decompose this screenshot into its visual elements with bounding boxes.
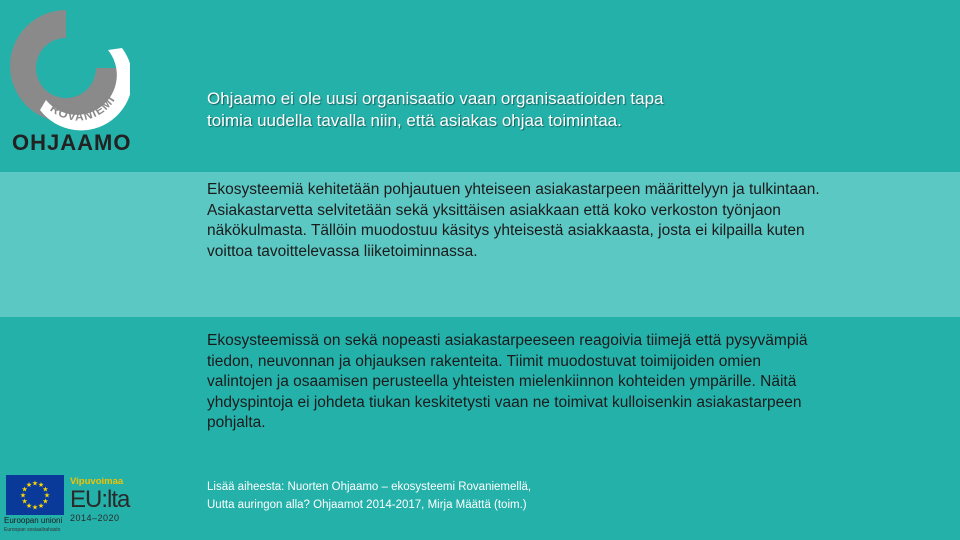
eu-star-icon: ★ — [25, 501, 33, 510]
eu-star-icon: ★ — [19, 491, 27, 500]
eu-label: Euroopan unioni — [4, 516, 63, 525]
eu-sublabel: Euroopan sosiaalirahasto — [4, 527, 61, 533]
vipuvoimaa-title: Vipuvoimaa — [70, 476, 124, 487]
eu-star-icon: ★ — [25, 481, 33, 490]
top-band — [0, 0, 960, 172]
eu-star-icon: ★ — [31, 503, 39, 512]
eu-star-icon: ★ — [21, 497, 28, 506]
eu-star-icon: ★ — [37, 501, 45, 510]
eu-star-icon: ★ — [43, 491, 51, 500]
footer-line-1: Lisää aiheesta: Nuorten Ohjaamo – ekosysteemi Rovaniemellä, — [207, 481, 532, 493]
paragraph-ecosystem-development: Ekosysteemiä kehitetään pohjautuen yhteiseen asiakastarpeen määrittelyyn ja tulkintaan. Asiakastarvetta selvitetään sekä yksittäisen asiakkaan että koko verkoston työnjaon näkökulmasta. Tällöin muodostuu käsitys yhteisestä asiakkaasta, josta ei kilpailla kuten voittoa tavoittelevassa liiketoiminnassa. — [207, 181, 820, 260]
headline — [207, 88, 847, 132]
vipuvoimaa-logo — [70, 476, 132, 523]
vipuvoimaa-eu-text: EU:lta — [70, 486, 130, 513]
logo-arc-text: ROVANIEMI — [47, 92, 119, 124]
eu-star-icon: ★ — [37, 481, 45, 490]
footer-reference — [207, 478, 531, 514]
footer-line-2: Uutta auringon alla? Ohjaamot 2014-2017, Mirja Määttä (toim.) — [207, 499, 527, 511]
vipuvoimaa-years: 2014–2020 — [70, 513, 120, 523]
paragraph-ecosystem-teams: Ekosysteemissä on sekä nopeasti asiakastarpeeseen reagoivia tiimejä että pysyvämpiä tiedon, neuvonnan ja ohjauksen rakenteita. Tiimit muodostuvat toimijoiden omien valintojen ja osaamisen perusteella yhteisten mielenkiinnon kohteiden ympärille. Näitä yhdyspintoja ei johdeta tiukan keskitetysti vaan ne toimivat kulloisenkin asiakastarpeen pohjalta. — [207, 332, 808, 431]
eu-star-icon: ★ — [31, 479, 39, 488]
headline-line-2: toimia uudella tavalla niin, että asiakas ohjaa toimintaa. — [207, 111, 622, 130]
eu-flag-icon — [6, 475, 64, 515]
eu-star-icon: ★ — [42, 485, 49, 494]
eu-star-icon: ★ — [42, 497, 49, 506]
eu-star-icon: ★ — [21, 485, 28, 494]
headline-line-1: Ohjaamo ei ole uusi organisaatio vaan organisaatioiden tapa — [207, 89, 664, 108]
logo-wordmark: OHJAAMO — [12, 130, 132, 155]
